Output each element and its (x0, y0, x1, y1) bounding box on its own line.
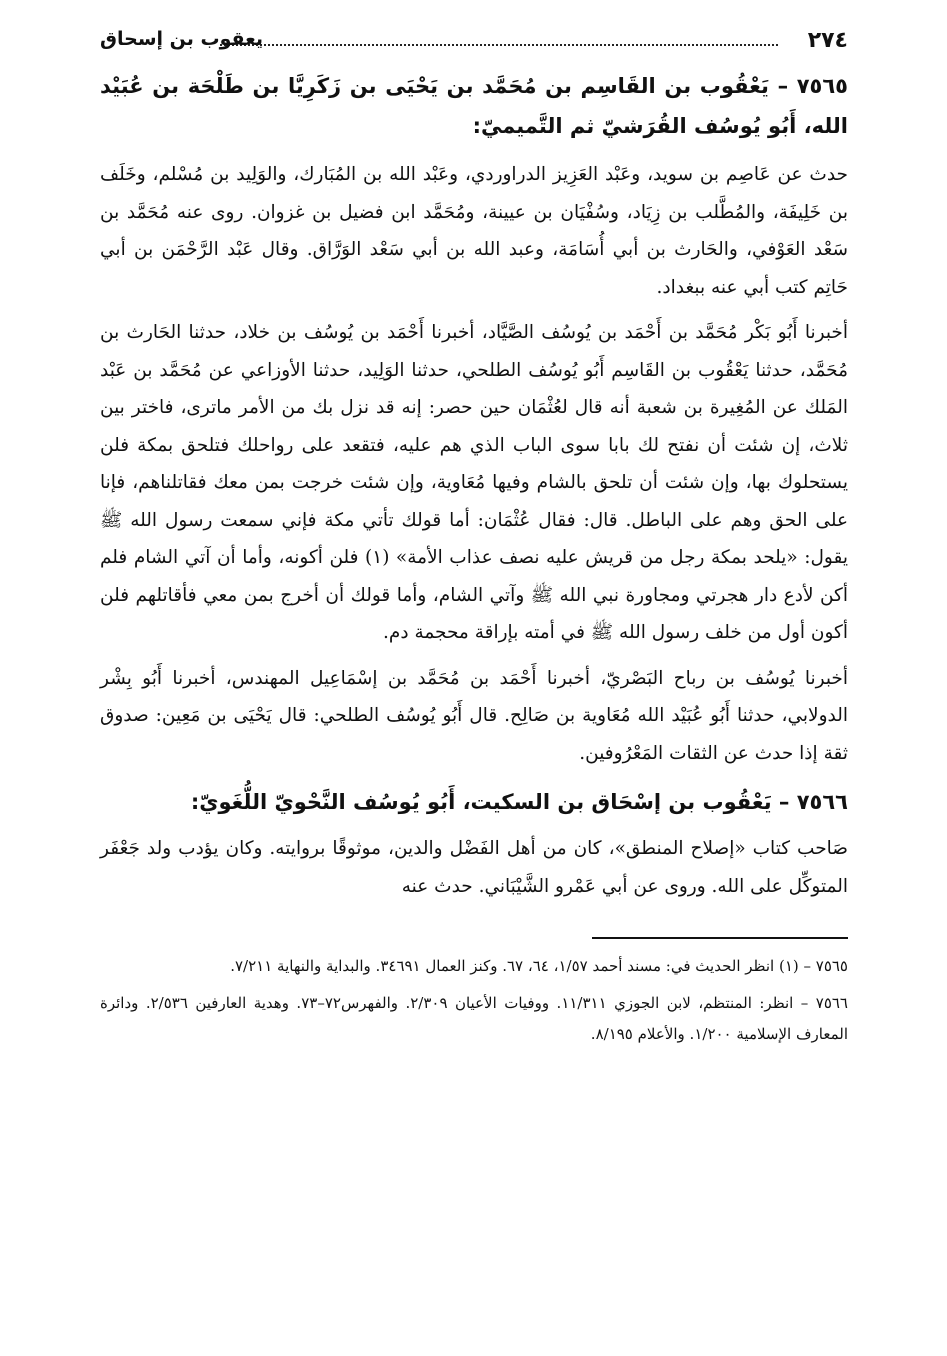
footnote-7565: ٧٥٦٥ – (١) انظر الحديث في: مسند أحمد ١/٥٧، ٦٤، ٦٧. وكنز العمال ٣٤٦٩١. والبداية والنهاية ٧/٢١١. (230, 957, 848, 975)
entry-heading-7566: ٧٥٦٦ – يَعْقُوب بن إسْحَاق بن السكيت، أَبُو يُوسُف النَّحْويّ اللُّغَويّ: (190, 790, 848, 814)
page-number: ٢٧٤ (807, 28, 848, 53)
entry-7565-paragraph-1: حدث عن عَاصِم بن سويد، وعَبْد العَزِيز الدراوردي، وعَبْد الله بن المُبَارك، والوَلِيد بن مُسْلم، وخَلَف بن خَلِيفَة، والمُطَّلب بن زِيَاد، وسُفْيَان بن عيينة، ومُحَمَّد ابن فضيل بن غزوان. روى عنه مُحَمَّد بن سَعْد العَوْفي، والحَارث بن أبي أُسَامَة، وعبد الله بن أبي سَعْد الوَرَّاق. وقال عَبْد الرَّحْمَن بن أبي حَاتِم كتب أبي عنه ببغداد. (100, 164, 848, 298)
book-page (100, 28, 848, 1056)
footnote-7566: ٧٥٦٦ – انظر: المنتظم، لابن الجوزي ١١/٣١١. ووفيات الأعيان ٢/٣٠٩. والفهرس٧٢–٧٣. وهدية العارفين ٢/٥٣٦. ودائرة المعارف الإسلامية ١/٢٠٠. والأعلام ٨/١٩٥. (100, 994, 848, 1043)
entry-7565-paragraph-2: أخبرنا أَبُو بَكْر مُحَمَّد بن أَحْمَد بن يُوسُف الصَّيَّاد، أخبرنا أَحْمَد بن يُوسُف بن خلاد، حدثنا الحَارث بن مُحَمَّد، حدثنا يَعْقُوب بن القَاسِم أَبُو يُوسُف الطلحي، حدثنا الوَلِيد، حدثنا الأوزاعي عن مُحَمَّد بن عَبْد المَلك عن المُغِيرة بن شعبة أنه قال لعُثْمَان حين حصر: إنه قد نزل بك من الأمر ماترى، فاختر بين ثلاث، إن شئت أن نفتح لك بابا سوى الباب الذي هم عليه، فتقعد على رواحلك فتلحق بمكة فلن يستحلوك بها، وإن شئت أن تلحق بالشام وفيها مُعَاوية، وإن شئت خرجت بمن معك فقاتلناهم، فإنا على الحق وهم على الباطل. قال: فقال عُثْمَان: أما قولك تأتي مكة فإني سمعت رسول الله ﷺ يقول: «يلحد بمكة رجل من قريش عليه نصف عذاب الأمة» (١) فلن أكونه، وأما أن آتي الشام فلم أكن لأدع دار هجرتي ومجاورة نبي الله ﷺ وآتي الشام، وأما قولك أن أخرج بمن معي فأقاتلهم فلن أكون أول من خلف رسول الله ﷺ في أمته بإراقة محجمة دم. (100, 322, 848, 643)
footnote-separator (592, 937, 848, 939)
running-title: يعقوب بن إسحاق (100, 28, 264, 50)
entry-7566-paragraph-1: صَاحب كتاب «إصلاح المنطق»، كان من أهل الفَضْل والدين، موثوقًا بروايته. وكان يؤدب ولد جَعْفَر المتوكِّل على الله. وروى عن أبي عَمْرو الشَّيْبَاني. حدث عنه (100, 838, 848, 897)
running-header (100, 28, 848, 58)
dotted-leader (220, 44, 778, 46)
entry-7565-paragraph-3: أخبرنا يُوسُف بن رباح البَصْريّ، أخبرنا أَحْمَد بن مُحَمَّد بن إسْمَاعِيل المهندس، أخبرنا أَبُو بِشْر الدولابي، حدثنا أَبُو عُبَيْد الله مُعَاوية بن صَالِح. قال أَبُو يُوسُف الطلحي: قال يَحْيَى بن مَعِين: صدوق ثقة إذا حدث عن الثقات المَعْرُوفين. (100, 667, 848, 764)
entry-heading-7565: ٧٥٦٥ – يَعْقُوب بن القَاسِم بن مُحَمَّد بن يَحْيَى بن زَكَرِيَّا بن طَلْحَة بن عُبَيْد الله، أَبُو يُوسُف القُرَشيّ ثم التَّميميّ: (100, 74, 848, 138)
